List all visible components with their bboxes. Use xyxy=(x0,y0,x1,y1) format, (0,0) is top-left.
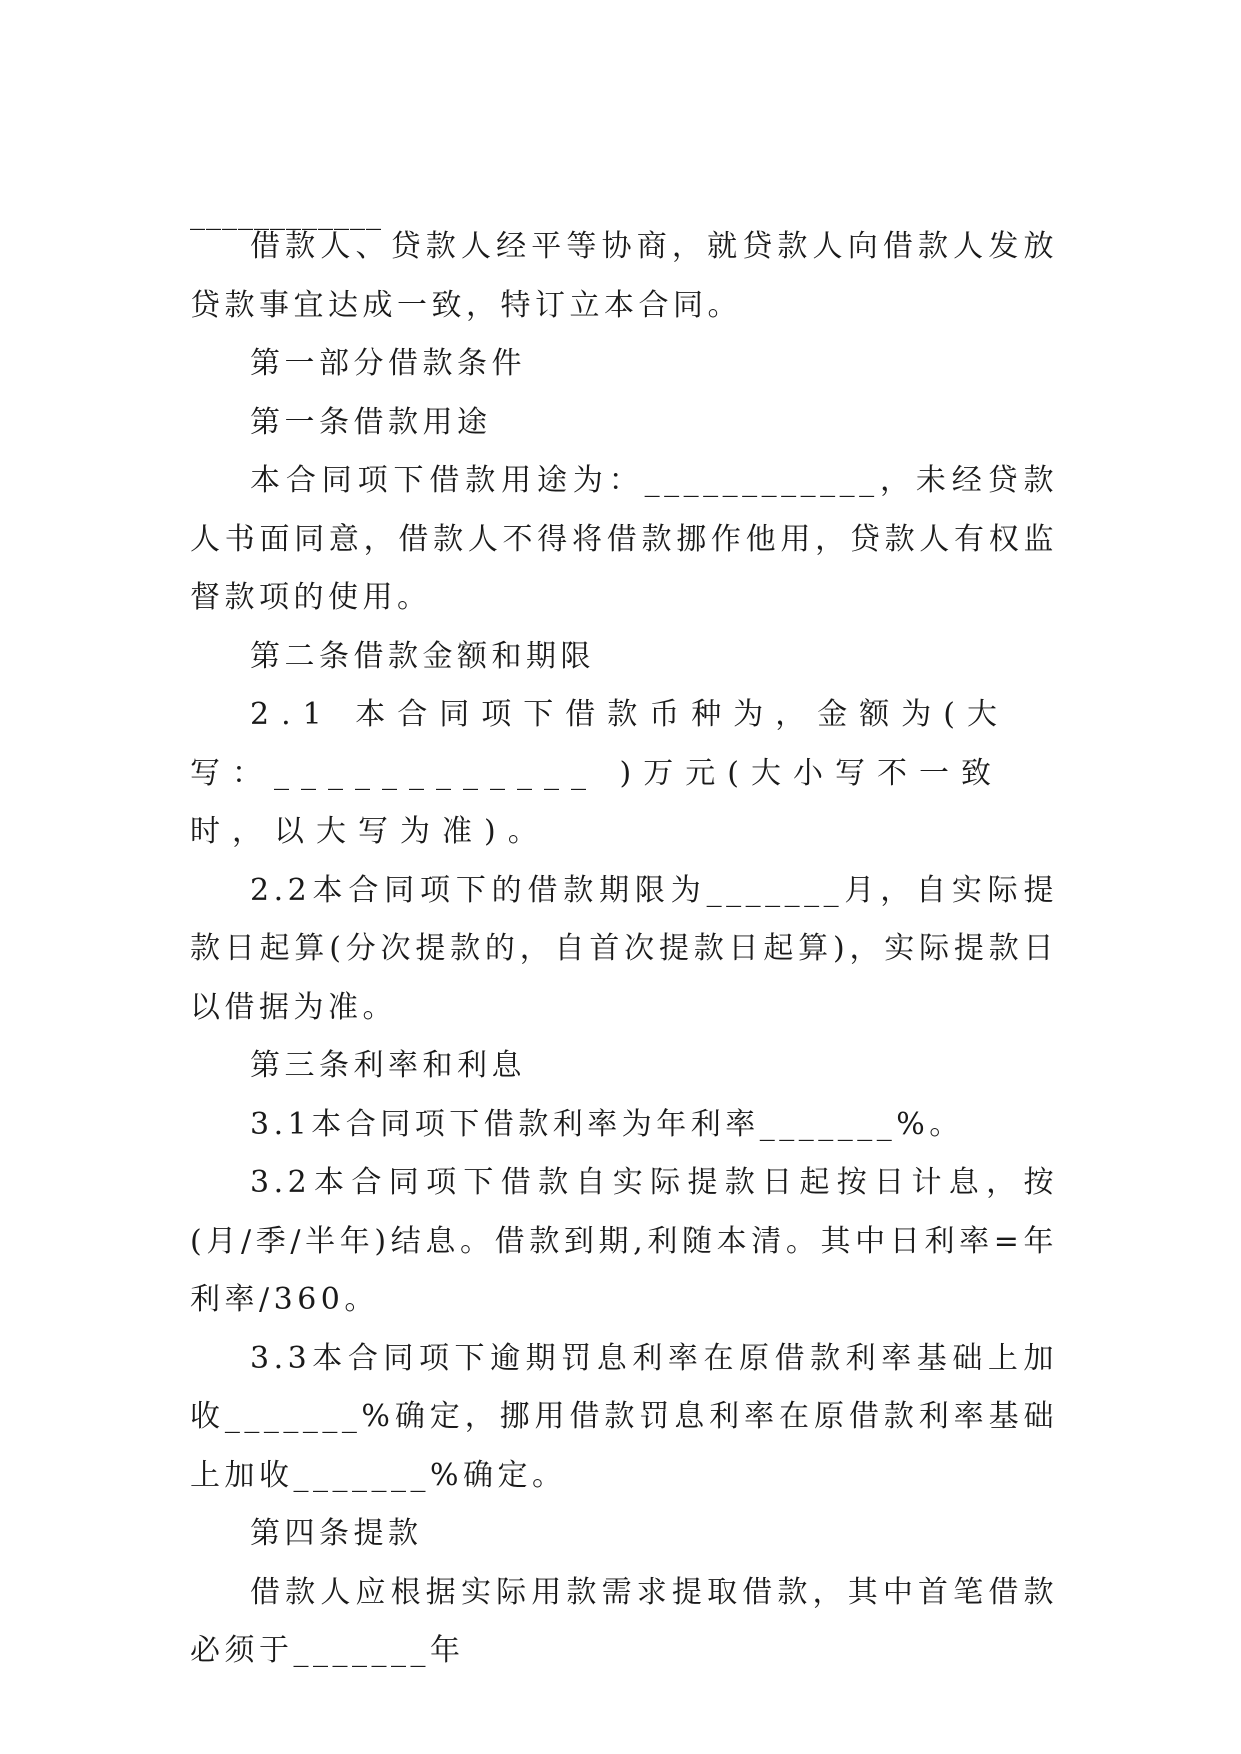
contract-body xyxy=(190,218,1058,1681)
clause-3-1: 3.1本合同项下借款利率为年利率_______%。 xyxy=(250,1106,964,1142)
loan-purpose-clause: 本合同项下借款用途为：____________，未经贷款人书面同意，借款人不得将借款挪作他用，贷款人有权监督款项的使用。 xyxy=(190,463,1058,615)
clause-2-1: 2.1 本合同项下借款币种为，金额为(大写：____________ )万元(大小写不一致时，以大写为准)。 xyxy=(190,697,1009,849)
article-heading: 第四条提款 xyxy=(250,1516,423,1551)
intro-paragraph: 借款人、贷款人经平等协商，就贷款人向借款人发放贷款事宜达成一致，特订立本合同。 xyxy=(190,229,1058,323)
article-heading: 第二条借款金额和期限 xyxy=(250,638,595,674)
drawdown-clause: 借款人应根据实际用款需求提取借款，其中首笔借款必须于_______年 xyxy=(190,1574,1058,1668)
article-heading: 第三条利率和利息 xyxy=(250,1048,526,1083)
part-heading: 第一部分借款条件 xyxy=(250,346,526,381)
clause-3-3: 3.3本合同项下逾期罚息利率在原借款利率基础上加收_______%确定，挪用借款罚息利率在原借款利率基础上加收_______%确定。 xyxy=(190,1340,1058,1493)
blank-line: ____________ xyxy=(190,196,382,231)
clause-3-2: 3.2本合同项下借款自实际提款日起按日计息，按(月/季/半年)结息。借款到期,利随本清。其中日利率=年利率/360。 xyxy=(190,1165,1058,1317)
clause-2-2: 2.2本合同项下的借款期限为_______月，自实际提款日起算(分次提款的，自首次提款日起算)，实际提款日以借据为准。 xyxy=(190,872,1058,1025)
article-heading: 第一条借款用途 xyxy=(250,404,492,440)
